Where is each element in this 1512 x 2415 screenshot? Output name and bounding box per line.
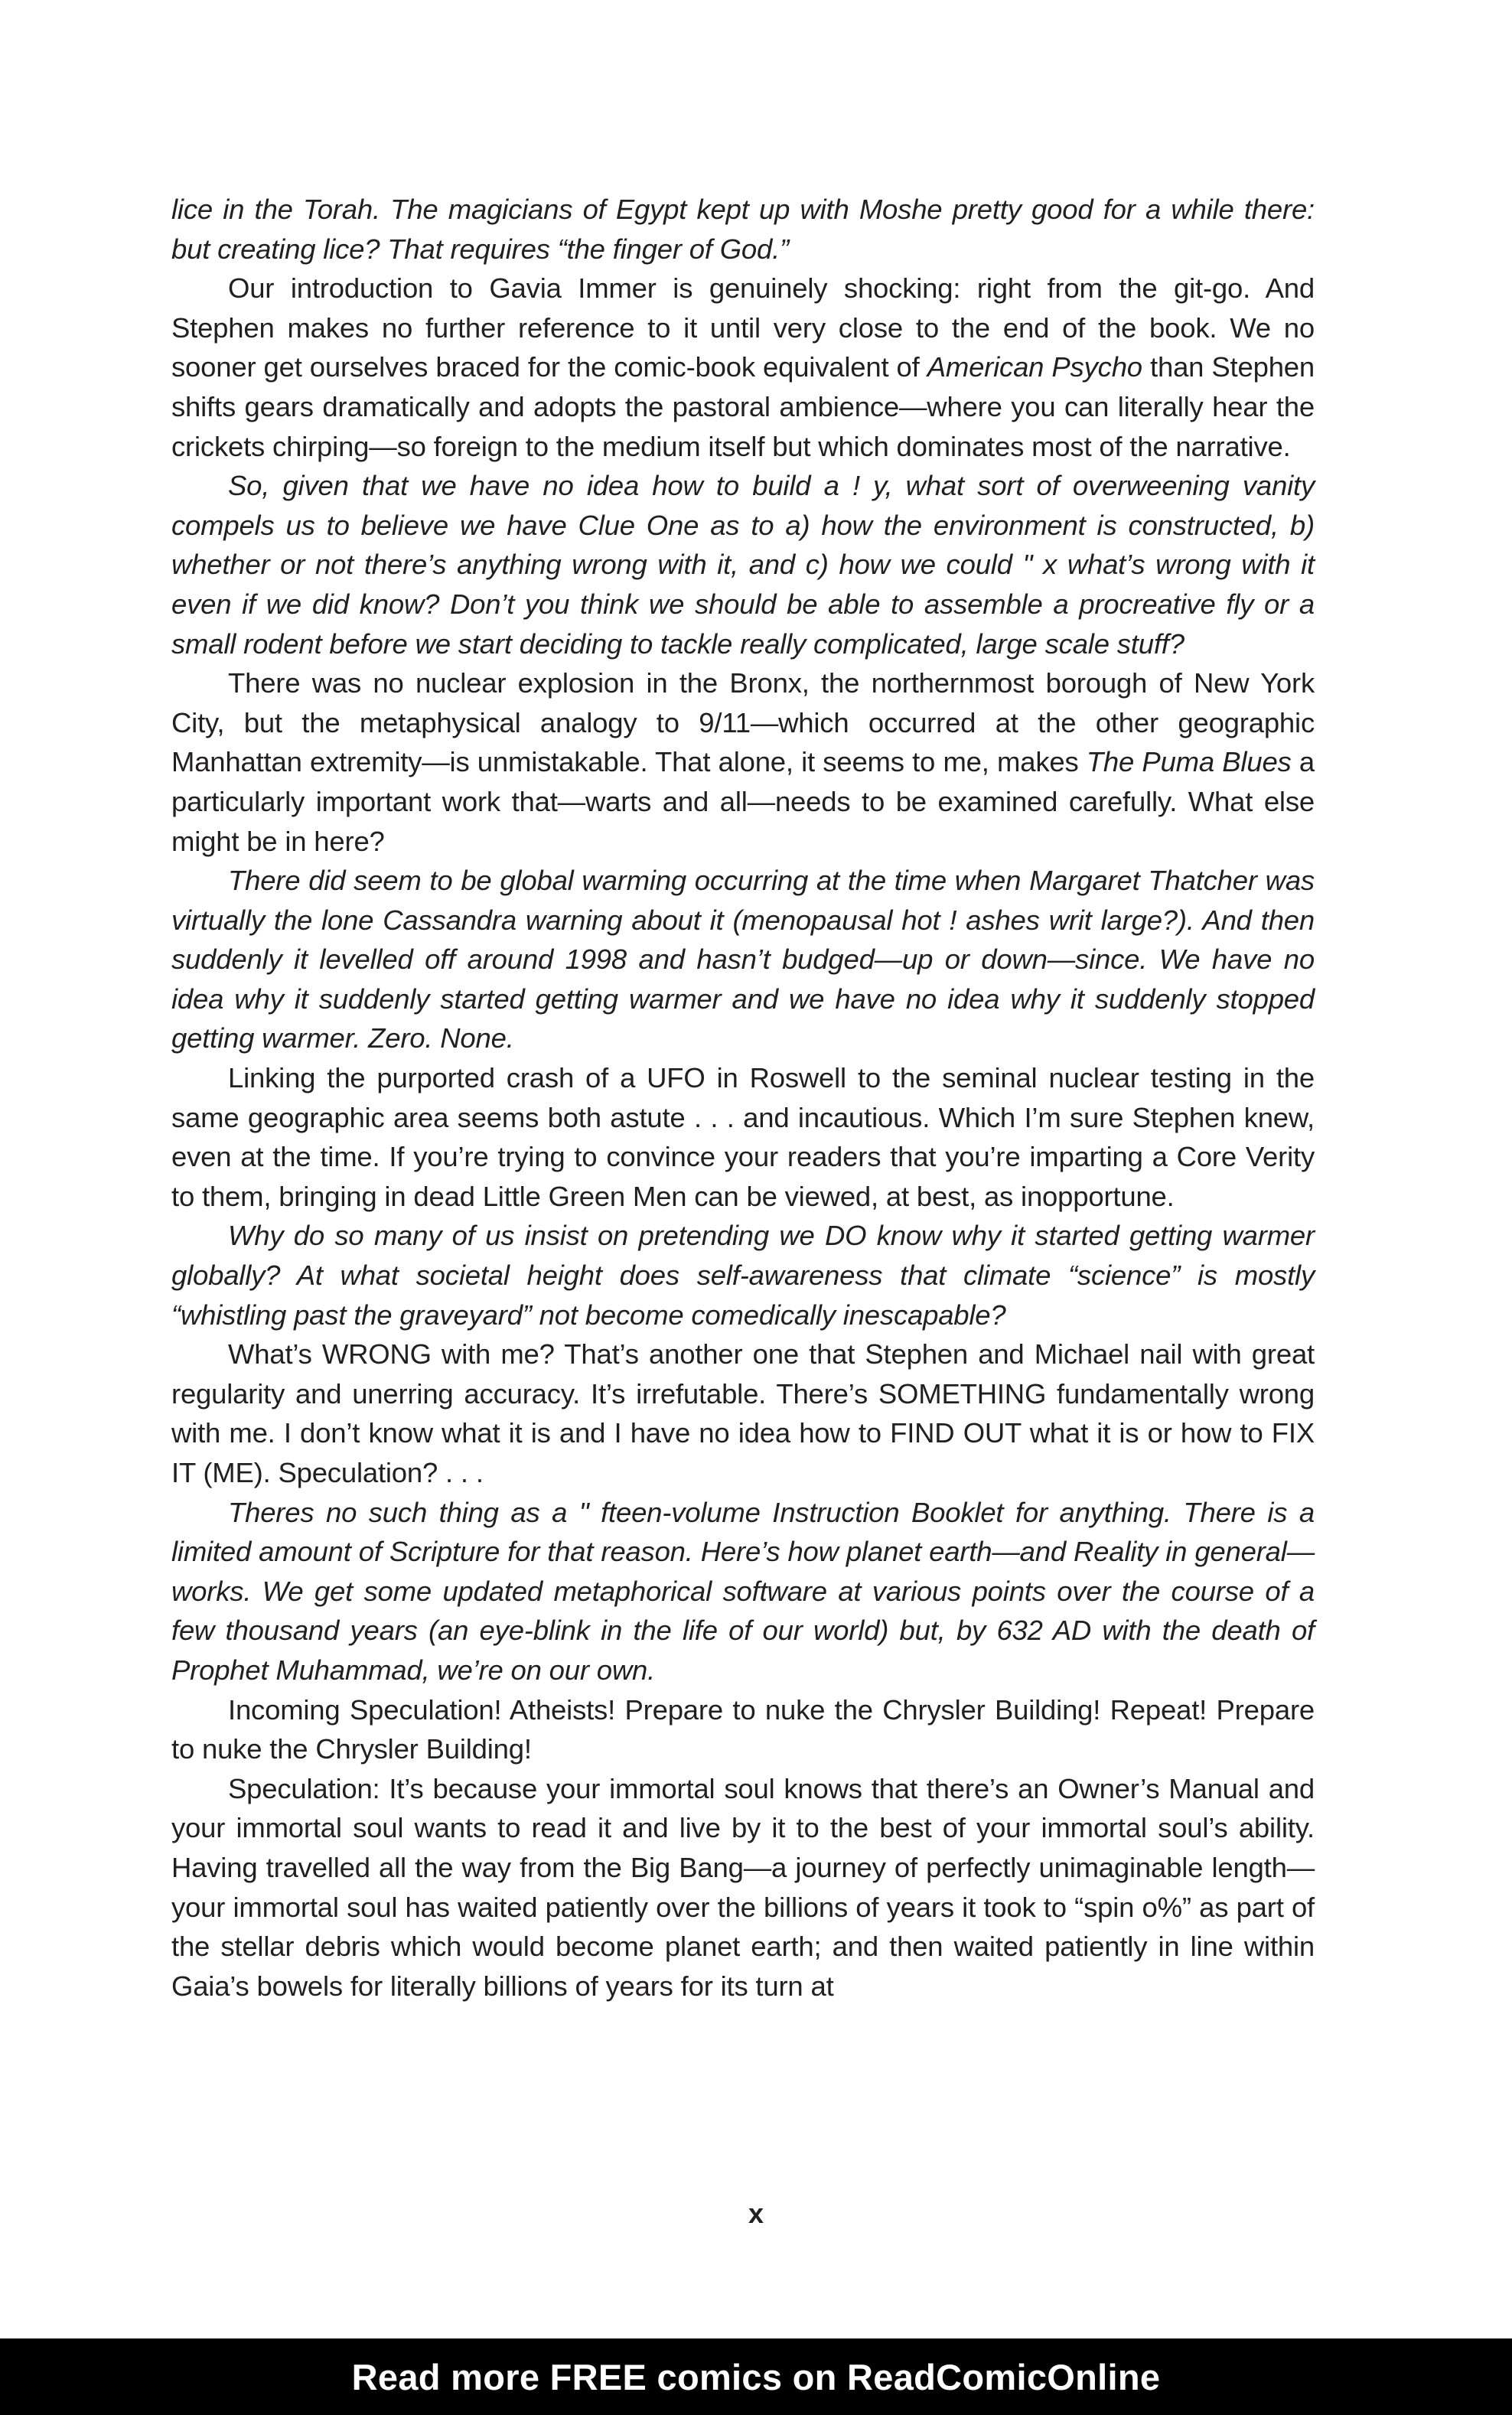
paragraph-text: than Stephen shifts gears dramatically and adopts the pastoral ambience—where you can literally hear the crickets chirping—so foreign to the medium itself but which dominates most of the narrative. bbox=[171, 351, 1315, 462]
paragraph-incoming-speculation: Incoming Speculation! Atheists! Prepare to nuke the Chrysler Building! Repeat! Prepare to nuke the Chrysler Building! bbox=[171, 1693, 1315, 1765]
paragraph-whats-wrong: What’s WRONG with me? That’s another one that Stephen and Michael nail with great regularity and unerring accuracy. It’s irrefutable. There’s SOMETHING fundamentally wrong with me. I don’t know what it is and I have no idea how to FIND OUT what it is or how to FIX IT (ME). Speculation? . . . bbox=[171, 1338, 1315, 1488]
book-title-american-psycho: American Psycho bbox=[927, 351, 1142, 383]
paragraph-bronx bbox=[171, 663, 1315, 861]
promo-banner-link[interactable]: Read more FREE comics on ReadComicOnline bbox=[351, 2356, 1161, 2397]
promo-banner bbox=[0, 2338, 1512, 2415]
paragraph-text: a particularly important work that—warts and all—needs to be examined carefully. What else might be in here? bbox=[171, 746, 1315, 857]
paragraph-speculation: Speculation: It’s because your immortal soul knows that there’s an Owner’s Manual and your immortal soul wants to read it and live by it to the best of your immortal soul’s ability. Having travelled all the way from the Big Bang—a journey of perfectly unimaginable length—your immortal soul has waited patiently over the billions of years it took to “spin o%” as part of the stellar debris which would become planet earth; and then waited patiently in line within Gaia’s bowels for literally billions of years for its turn at bbox=[171, 1772, 1315, 2002]
book-title-puma-blues: The Puma Blues bbox=[1086, 746, 1292, 778]
paragraph-quote-instruction-booklet: Theres no such thing as a " fteen-volume Instruction Booklet for anything. There is a limited amount of Scripture for that reason. Here’s how planet earth—and Reality in general—works. We get some updated metaphorical software at various points over the course of a few thousand years (an eye-blink in the life of our world) but, by 632 AD with the death of Prophet Muhammad, we’re on our own. bbox=[171, 1496, 1315, 1686]
paragraph-roswell: Linking the purported crash of a UFO in Roswell to the seminal nuclear testing in the same geographic area seems both astute . . . and incautious. Which I’m sure Stephen knew, even at the time. If you’re trying to convince your readers that you’re imparting a Core Verity to them, bringing in dead Little Green Men can be viewed, at best, as inopportune. bbox=[171, 1062, 1315, 1212]
paragraph-quote-lice: lice in the Torah. The magicians of Egypt kept up with Moshe pretty good for a while there: but creating lice? That requires “the finger of God.” bbox=[171, 194, 1315, 265]
paragraph-text: Our introduction to Gavia Immer is genuinely shocking: right from the git-go. And Stephen makes no further reference to it until very close to the end of the book. We no sooner get ourselves braced for the comic-book equivalent of bbox=[171, 272, 1315, 383]
paragraph-gavia-immer bbox=[171, 269, 1315, 466]
body-text bbox=[171, 190, 1315, 2006]
paragraph-quote-pretending: Why do so many of us insist on pretending we DO know why it started getting warmer globally? At what societal height does self-awareness that climate “science” is mostly “whistling past the graveyard” not become comedically inescapable? bbox=[171, 1220, 1315, 1331]
paragraph-text: There was no nuclear explosion in the Bronx, the northernmost borough of New York City, but the metaphysical analogy to 9/11—which occurred at the other geographic Manhattan extremity—is unmistakable. That alone, it seems to me, makes bbox=[171, 667, 1315, 778]
paragraph-quote-warming: There did seem to be global warming occurring at the time when Margaret Thatcher was virtually the lone Cassandra warning about it (menopausal hot ! ashes writ large?). And then suddenly it levelled off around 1998 and hasn’t budged—up or down—since. We have no idea why it suddenly started getting warmer and we have no idea why it suddenly stopped getting warmer. Zero. None. bbox=[171, 865, 1315, 1054]
page-number: x bbox=[748, 2198, 764, 2229]
paragraph-quote-fly: So, given that we have no idea how to build a ! y, what sort of overweening vanity compels us to believe we have Clue One as to a) how the environment is constructed, b) whether or not there’s anything wrong with it, and c) how we could " x what’s wrong with it even if we did know? Don’t you think we should be able to assemble a procreative fly or a small rodent before we start deciding to tackle really complicated, large scale stuff? bbox=[171, 470, 1315, 660]
